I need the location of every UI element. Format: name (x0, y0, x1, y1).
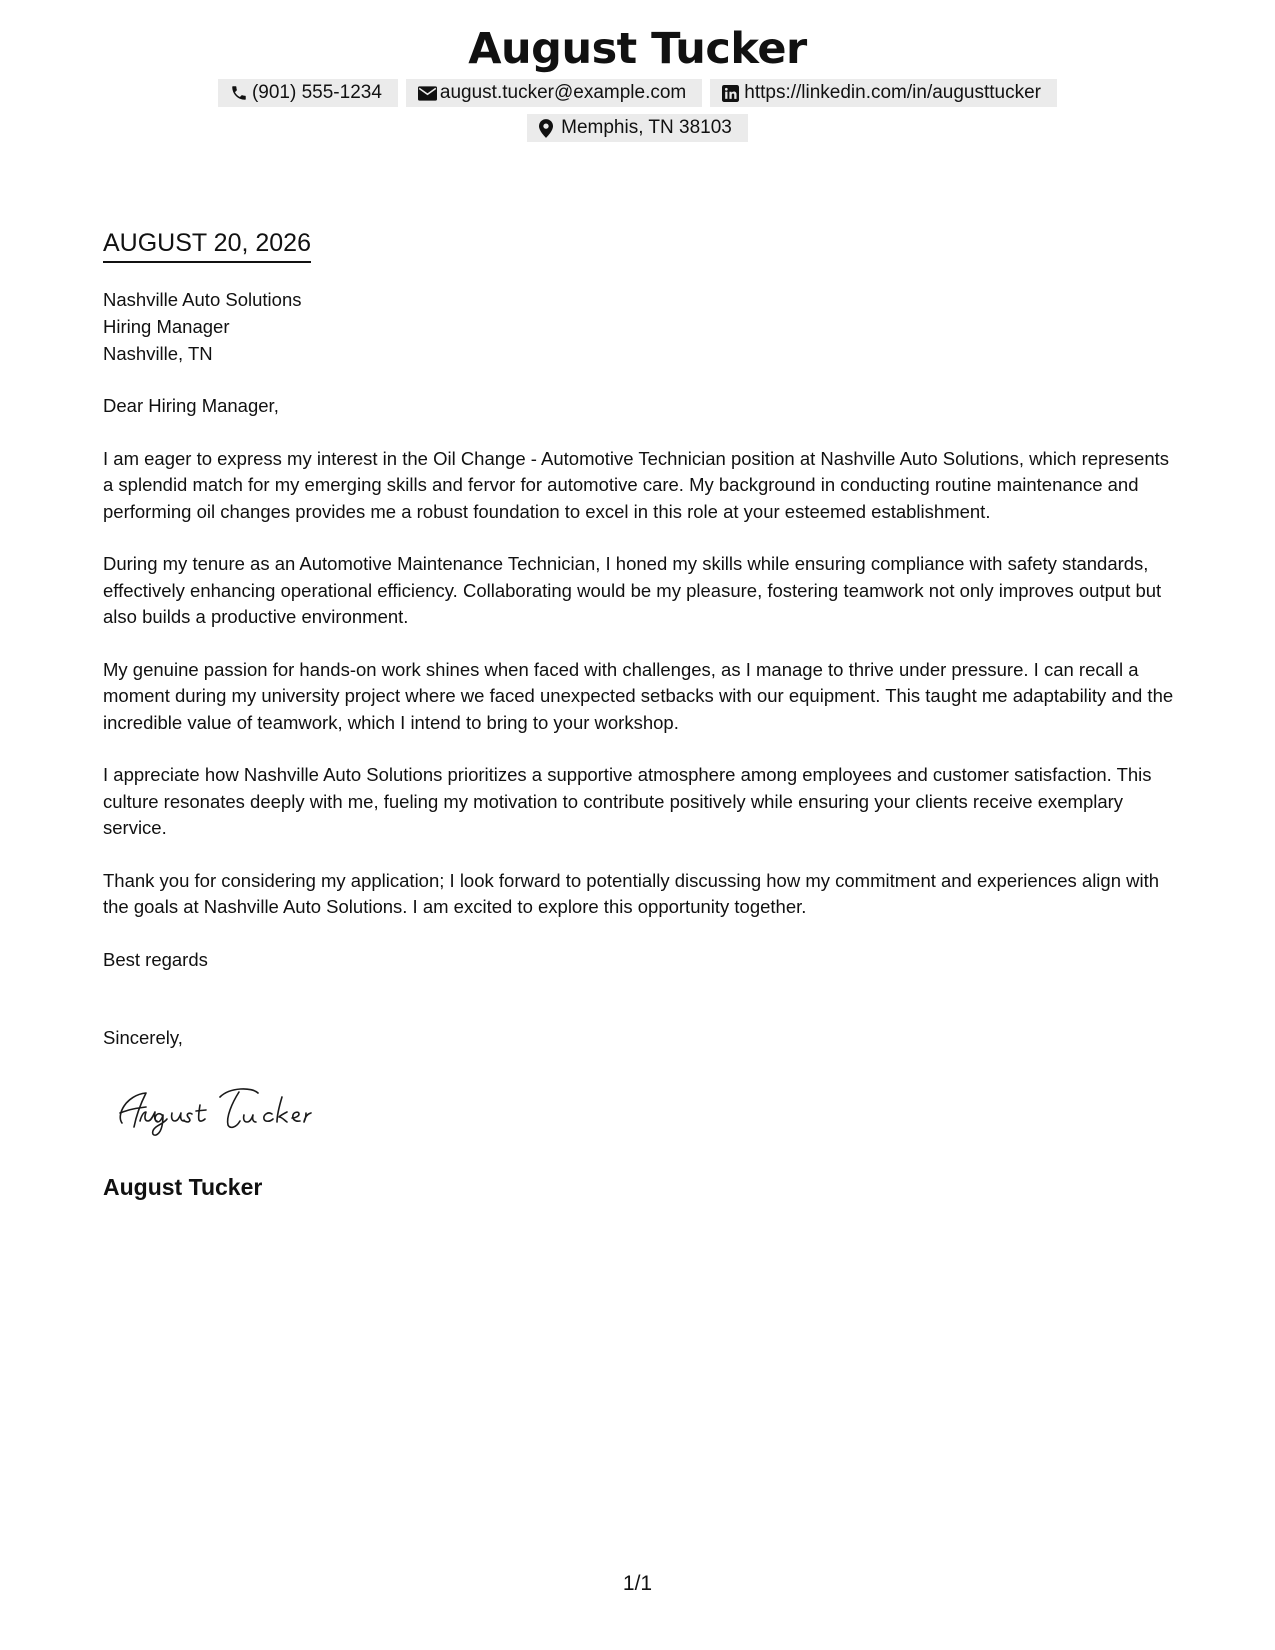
body-paragraph: I appreciate how Nashville Auto Solutions prioritizes a supportive atmosphere among employees and customer satisfaction. This culture resonates deeply with me, fueling my motivation to contribute positively while ensuring your clients receive exemplary service. (103, 764, 1152, 838)
body-paragraph: During my tenure as an Automotive Maintenance Technician, I honed my skills while ensuring compliance with safety standards, effectively enhancing operational efficiency. Collaborating would be my pleasure, fostering teamwork not only improves output but also builds a productive environment. (103, 553, 1162, 627)
recipient-location: Nashville, TN (103, 343, 213, 364)
recipient-block (103, 286, 301, 367)
envelope-icon (418, 83, 440, 103)
letter-body (103, 393, 1183, 1078)
contact-linkedin[interactable] (710, 79, 1057, 107)
page-number: 1/1 (622, 1572, 653, 1595)
handwritten-signature (112, 1083, 352, 1141)
contact-phone (218, 79, 398, 107)
contact-location-text: Memphis, TN 38103 (561, 117, 732, 138)
sign-off: Sincerely, (103, 1027, 183, 1048)
map-marker-icon (539, 118, 561, 138)
recipient-title: Hiring Manager (103, 316, 230, 337)
phone-icon (230, 83, 252, 103)
contact-bar (150, 79, 1125, 142)
salutation: Dear Hiring Manager, (103, 395, 279, 416)
signer-name: August Tucker (103, 1174, 263, 1200)
body-paragraph: I am eager to express my interest in the Oil Change - Automotive Technician position at Nashville Auto Solutions, which represents a splendid match for my emerging skills and fervor for automotive care. My background in conducting routine maintenance and performing oil changes provides me a robust foundation to excel in this role at your esteemed establishment. (103, 447, 1170, 522)
contact-location (527, 114, 748, 142)
contact-email-text: august.tucker@example.com (439, 82, 687, 103)
letter-date: AUGUST 20, 2026 (103, 228, 311, 263)
closing-line: Best regards (103, 948, 208, 970)
body-paragraph: My genuine passion for hands-on work shines when faced with challenges, as I manage to thrive under pressure. I can recall a moment during my university project where we faced unexpected setbacks with our equipment. This taught me adaptability and the incredible value of teamwork, which I intend to bring to your workshop. (103, 658, 1174, 733)
applicant-name: August Tucker (468, 24, 807, 74)
body-paragraph: Thank you for considering my application; I look forward to potentially discussing how my commitment and experiences align with the goals at Nashville Auto Solutions. I am excited to explore this opportunity together. (103, 869, 1160, 917)
contact-phone-text: (901) 555-1234 (251, 82, 382, 103)
contact-linkedin-text: https://linkedin.com/in/augusttucker (744, 82, 1042, 103)
recipient-company: Nashville Auto Solutions (103, 289, 302, 310)
linkedin-icon (722, 83, 744, 103)
contact-email[interactable] (406, 79, 702, 107)
